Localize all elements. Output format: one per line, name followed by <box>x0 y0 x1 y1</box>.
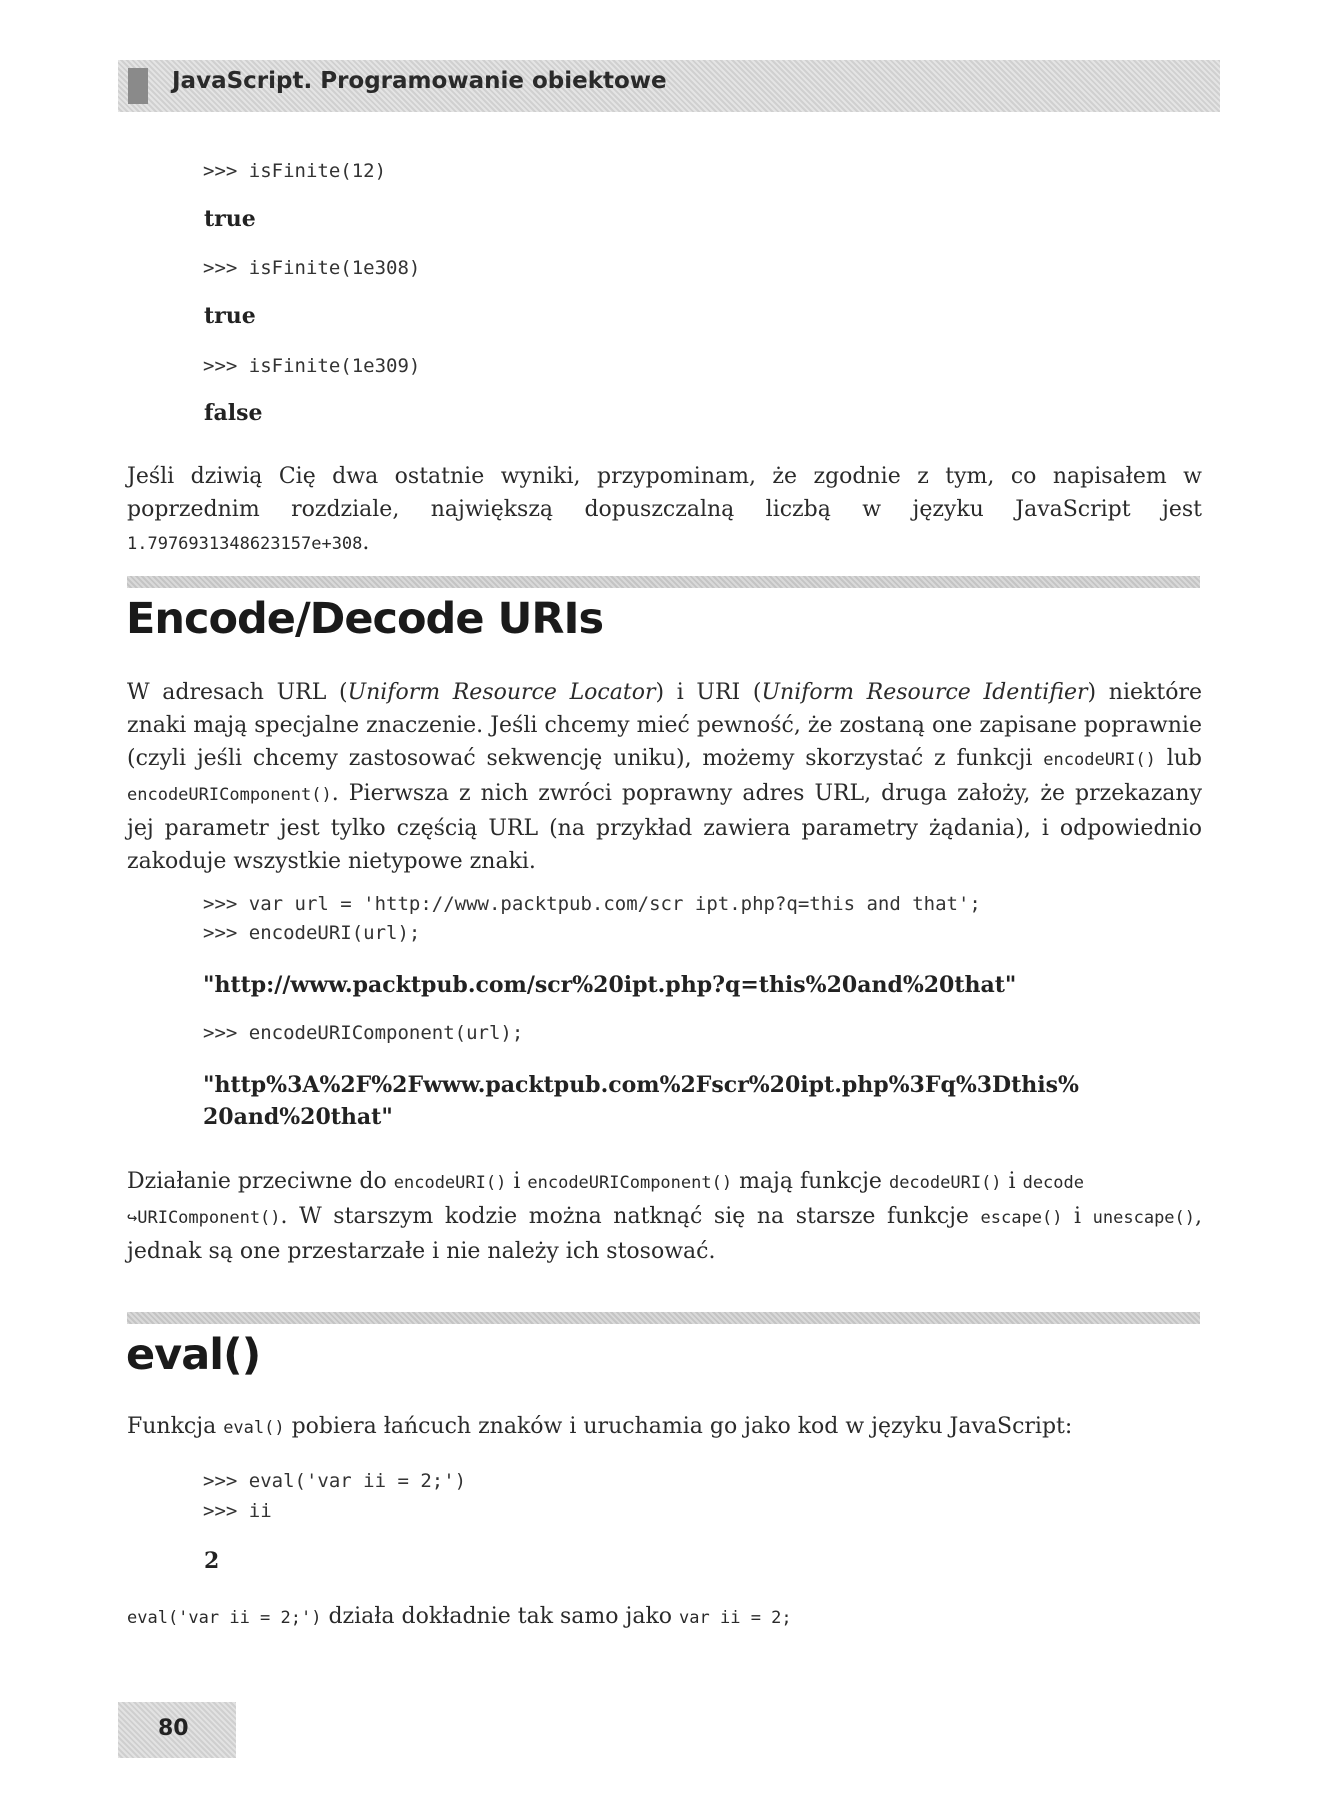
page-number-box <box>118 1702 236 1758</box>
section-rule <box>127 1312 1200 1324</box>
code-line: >>> isFinite(1e308) <box>203 257 421 279</box>
code-line: >>> isFinite(1e309) <box>203 355 421 377</box>
code-line: >>> var url = 'http://www.packtpub.com/scr ipt.php?q=this and that'; <box>203 893 981 915</box>
output-line: "http%3A%2F%2Fwww.packtpub.com%2Fscr%20ipt.php%3Fq%3Dthis% <box>203 1072 1079 1098</box>
paragraph: eval('var ii = 2;') działa dokładnie tak samo jako var ii = 2; <box>127 1604 792 1629</box>
paragraph: W adresach URL (Uniform Resource Locator) i URI (Uniform Resource Identifier) niektóre znaki mają specjalne znaczenie. Jeśli chcemy mieć pewność, że zostaną one zapisane poprawnie (czyli jeśli chcemy zastosować sekwencję uniku), możemy skorzystać z funkcji encodeURI() lub encodeURIComponent(). Pierwsza z nich zwróci poprawny adres URL, druga założy, że przekazany jej parametr jest tylko częścią URL (na przykład zawiera parametry żądania), i odpowiednio zakoduje wszystkie nietypowe znaki. <box>127 680 1202 874</box>
output-line: 20and%20that" <box>203 1104 393 1130</box>
page-number: 80 <box>158 1716 189 1741</box>
paragraph: Działanie przeciwne do encodeURI() i encodeURIComponent() mają funkcje decodeURI() i decode ↪URIComponent(). W starszym kodzie można natknąć się na starsze funkcje escape() i unescape(), jednak są one przestarzałe i nie należy ich stosować. <box>127 1169 1203 1264</box>
section-heading: Encode/Decode URIs <box>126 594 604 644</box>
paragraph: Jeśli dziwią Cię dwa ostatnie wyniki, przypominam, że zgodnie z tym, co napisałem w poprzednim rozdziale, największą dopuszczalną liczbą w języku JavaScript jest 1.7976931348623157e+308. <box>127 464 1202 555</box>
code-line: >>> encodeURI(url); <box>203 922 421 944</box>
output-line: "http://www.packtpub.com/scr%20ipt.php?q=this%20and%20that" <box>203 972 1017 998</box>
code-line: >>> eval('var ii = 2;') <box>203 1470 467 1492</box>
output-line: true <box>204 206 256 232</box>
header-title: JavaScript. Programowanie obiektowe <box>172 68 667 94</box>
code-line: >>> ii <box>203 1500 272 1522</box>
header-marker <box>128 68 148 104</box>
output-line: true <box>204 303 256 329</box>
paragraph: Funkcja eval() pobiera łańcuch znaków i uruchamia go jako kod w języku JavaScript: <box>127 1414 1073 1439</box>
section-rule <box>127 576 1200 588</box>
code-line: >>> encodeURIComponent(url); <box>203 1022 524 1044</box>
code-line: >>> isFinite(12) <box>203 160 387 182</box>
section-heading: eval() <box>126 1330 261 1380</box>
output-line: 2 <box>204 1548 220 1574</box>
output-line: false <box>204 400 263 426</box>
running-header <box>118 60 1220 112</box>
